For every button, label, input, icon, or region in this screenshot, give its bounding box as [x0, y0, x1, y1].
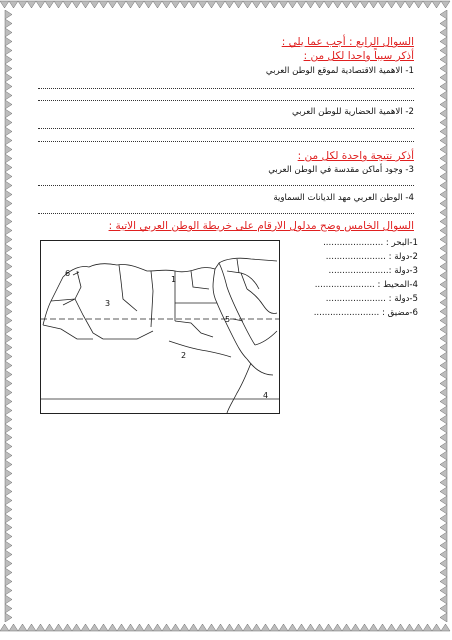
border-triangle [440, 478, 447, 487]
border-triangle [440, 145, 447, 154]
border-triangle [5, 334, 12, 343]
border-triangle [135, 624, 144, 631]
border-triangle [5, 262, 12, 271]
border-triangle [216, 1, 225, 8]
border-triangle [333, 1, 342, 8]
border-triangle [378, 624, 387, 631]
border-triangle [288, 1, 297, 8]
border-triangle [5, 361, 12, 370]
border-triangle [387, 624, 396, 631]
border-triangle [225, 1, 234, 8]
border-triangle [440, 109, 447, 118]
answer-line[interactable] [38, 212, 414, 214]
q5-item-2[interactable]: 2-دولة : ...................... [325, 252, 418, 262]
border-triangle [440, 118, 447, 127]
border-triangle [5, 109, 12, 118]
map-label-4: 4 [263, 391, 269, 400]
border-triangle [378, 1, 387, 8]
border-triangle [5, 244, 12, 253]
border-triangle [5, 532, 12, 541]
border-triangle [369, 1, 378, 8]
border-triangle [5, 118, 12, 127]
border-triangle [423, 1, 432, 8]
border-triangle [440, 595, 447, 604]
q4-subtitle-results: أذكر نتيجة واحدة لكل من : [297, 150, 414, 162]
q5-title: السوال الخامس وضح مدلول الارقام على خريطة الوطن العربي الاتية : [108, 220, 414, 232]
answer-line[interactable] [38, 99, 414, 101]
q5-item-4[interactable]: 4-المحيط : ...................... [314, 280, 418, 290]
border-triangle [396, 1, 405, 8]
border-triangle [243, 624, 252, 631]
border-triangle [5, 163, 12, 172]
border-triangle [440, 541, 447, 550]
border-triangle [306, 1, 315, 8]
border-triangle [432, 624, 441, 631]
border-triangle [324, 624, 333, 631]
q4-subtitle-reasons: أذكر سبباً واحدا لكل من : [303, 50, 414, 62]
border-triangle [440, 226, 447, 235]
border-triangle [72, 1, 81, 8]
border-triangle [440, 397, 447, 406]
arab-world-map [40, 240, 280, 414]
map-label-6: 6 [65, 269, 71, 278]
border-triangle [440, 172, 447, 181]
border-triangle [414, 1, 423, 8]
border-triangle [440, 307, 447, 316]
border-triangle [5, 136, 12, 145]
border-triangle [234, 1, 243, 8]
border-triangle [440, 289, 447, 298]
border-triangle [5, 514, 12, 523]
border-triangle [5, 388, 12, 397]
border-triangle [440, 406, 447, 415]
q5-item-6[interactable]: 6-مضيق : ........................ [313, 308, 418, 318]
border-triangle [261, 1, 270, 8]
border-triangle [198, 1, 207, 8]
border-triangle [440, 433, 447, 442]
border-triangle [5, 271, 12, 280]
border-triangle [108, 1, 117, 8]
border-triangle [440, 370, 447, 379]
border-triangle [5, 253, 12, 262]
border-triangle [297, 624, 306, 631]
border-triangle [27, 624, 36, 631]
border-triangle [440, 19, 447, 28]
border-triangle [243, 1, 252, 8]
border-triangle [5, 127, 12, 136]
border-triangle [261, 624, 270, 631]
map-label-3: 3 [105, 299, 111, 308]
map-label-2: 2 [181, 351, 187, 360]
border-triangle [306, 624, 315, 631]
border-triangle [5, 64, 12, 73]
border-triangle [440, 460, 447, 469]
border-triangle [5, 100, 12, 109]
border-triangle [5, 10, 12, 19]
border-triangle [440, 127, 447, 136]
border-triangle [5, 199, 12, 208]
answer-line[interactable] [38, 140, 414, 142]
answer-line[interactable] [38, 87, 414, 89]
border-triangle [5, 424, 12, 433]
border-triangle [405, 624, 414, 631]
border-triangle [180, 1, 189, 8]
border-triangle [5, 460, 12, 469]
border-triangle [405, 1, 414, 8]
border-triangle [198, 624, 207, 631]
border-triangle [5, 523, 12, 532]
border-triangle [108, 624, 117, 631]
border-triangle [81, 1, 90, 8]
border-triangle [440, 154, 447, 163]
border-triangle [5, 550, 12, 559]
border-triangle [5, 577, 12, 586]
border-triangle [135, 1, 144, 8]
border-triangle [440, 361, 447, 370]
border-triangle [440, 316, 447, 325]
border-triangle [440, 415, 447, 424]
border-triangle [99, 1, 108, 8]
border-triangle [288, 624, 297, 631]
border-triangle [440, 190, 447, 199]
border-triangle [5, 478, 12, 487]
border-triangle [5, 568, 12, 577]
border-triangle [440, 532, 447, 541]
border-triangle [126, 624, 135, 631]
border-triangle [297, 1, 306, 8]
answer-line[interactable] [38, 127, 414, 129]
border-triangle [5, 469, 12, 478]
border-triangle [440, 451, 447, 460]
border-triangle [396, 624, 405, 631]
border-triangle [440, 235, 447, 244]
border-triangle [333, 624, 342, 631]
border-triangle [440, 514, 447, 523]
border-triangle [440, 559, 447, 568]
border-triangle [5, 307, 12, 316]
border-triangle [440, 298, 447, 307]
answer-line[interactable] [38, 184, 414, 186]
border-triangle [440, 613, 447, 622]
border-triangle [189, 624, 198, 631]
border-triangle [440, 91, 447, 100]
border-triangle [0, 624, 9, 631]
border-triangle [440, 424, 447, 433]
decorative-border-left [4, 10, 14, 622]
border-triangle [5, 154, 12, 163]
border-triangle [440, 505, 447, 514]
border-triangle [54, 624, 63, 631]
border-triangle [5, 235, 12, 244]
border-triangle [387, 1, 396, 8]
border-triangle [432, 1, 441, 8]
border-triangle [440, 64, 447, 73]
border-triangle [360, 1, 369, 8]
border-triangle [270, 1, 279, 8]
border-triangle [440, 10, 447, 19]
border-triangle [5, 91, 12, 100]
border-triangle [440, 244, 447, 253]
border-triangle [36, 624, 45, 631]
border-triangle [5, 289, 12, 298]
border-triangle [153, 624, 162, 631]
border-triangle [440, 334, 447, 343]
decorative-border-right [438, 10, 448, 622]
border-triangle [5, 604, 12, 613]
q5-item-3[interactable]: 3-دولة :...................... [328, 266, 418, 276]
border-triangle [5, 487, 12, 496]
border-triangle [5, 397, 12, 406]
border-triangle [440, 280, 447, 289]
border-triangle [5, 442, 12, 451]
border-triangle [423, 624, 432, 631]
border-triangle [440, 181, 447, 190]
map-label-5: 5 [225, 315, 231, 324]
border-triangle [63, 624, 72, 631]
border-triangle [324, 1, 333, 8]
border-triangle [18, 1, 27, 8]
border-triangle [72, 624, 81, 631]
border-triangle [440, 469, 447, 478]
border-triangle [63, 1, 72, 8]
border-triangle [440, 100, 447, 109]
border-triangle [440, 55, 447, 64]
border-triangle [45, 1, 54, 8]
border-triangle [234, 624, 243, 631]
border-triangle [440, 271, 447, 280]
q5-item-1[interactable]: 1-البحر : ...................... [323, 238, 418, 248]
border-triangle [5, 73, 12, 82]
q5-item-5[interactable]: 5-دولة : ...................... [325, 294, 418, 304]
border-triangle [18, 624, 27, 631]
border-triangle [5, 19, 12, 28]
border-triangle [144, 1, 153, 8]
border-triangle [5, 82, 12, 91]
border-triangle [5, 28, 12, 37]
border-triangle [5, 370, 12, 379]
border-triangle [252, 1, 261, 8]
border-triangle [252, 624, 261, 631]
border-triangle [440, 496, 447, 505]
border-triangle [5, 145, 12, 154]
border-triangle [440, 442, 447, 451]
border-triangle [5, 217, 12, 226]
decorative-border-bottom [0, 622, 452, 632]
border-triangle [45, 624, 54, 631]
border-triangle [153, 1, 162, 8]
border-triangle [440, 343, 447, 352]
border-triangle [27, 1, 36, 8]
border-triangle [5, 172, 12, 181]
border-triangle [315, 1, 324, 8]
border-triangle [440, 199, 447, 208]
border-triangle [180, 624, 189, 631]
border-triangle [315, 624, 324, 631]
border-triangle [5, 226, 12, 235]
border-triangle [5, 208, 12, 217]
border-triangle [440, 37, 447, 46]
border-triangle [0, 1, 9, 8]
border-triangle [5, 37, 12, 46]
border-triangle [440, 388, 447, 397]
border-triangle [440, 523, 447, 532]
border-triangle [5, 586, 12, 595]
border-triangle [5, 352, 12, 361]
border-triangle [342, 624, 351, 631]
border-triangle [351, 1, 360, 8]
border-triangle [440, 352, 447, 361]
border-triangle [440, 28, 447, 37]
border-triangle [117, 624, 126, 631]
border-triangle [81, 624, 90, 631]
border-triangle [440, 82, 447, 91]
border-triangle [440, 208, 447, 217]
border-triangle [162, 1, 171, 8]
border-triangle [5, 379, 12, 388]
border-triangle [440, 487, 447, 496]
border-triangle [216, 624, 225, 631]
q4-title: السوال الرابع : أجب عما يلي : [281, 36, 414, 48]
q4-item-4: 4- الوطن العربي مهد الديانات السماوية [273, 193, 414, 203]
border-triangle [90, 624, 99, 631]
border-triangle [369, 624, 378, 631]
map-outline [41, 241, 279, 413]
border-triangle [90, 1, 99, 8]
border-triangle [351, 624, 360, 631]
border-triangle [9, 1, 18, 8]
border-triangle [207, 1, 216, 8]
border-triangle [440, 217, 447, 226]
border-triangle [440, 262, 447, 271]
border-triangle [5, 406, 12, 415]
border-triangle [36, 1, 45, 8]
border-triangle [207, 624, 216, 631]
border-triangle [440, 46, 447, 55]
q4-item-3: 3- وجود أماكن مقدسة في الوطن العربي [268, 165, 414, 175]
border-triangle [9, 624, 18, 631]
border-triangle [5, 55, 12, 64]
border-triangle [5, 595, 12, 604]
border-triangle [144, 624, 153, 631]
border-triangle [225, 624, 234, 631]
border-triangle [5, 541, 12, 550]
border-triangle [440, 568, 447, 577]
border-triangle [440, 604, 447, 613]
border-triangle [171, 624, 180, 631]
q4-item-1: 1- الاهمية الاقتصادية لموقع الوطن العربي [265, 66, 414, 76]
border-triangle [5, 343, 12, 352]
border-triangle [171, 1, 180, 8]
border-triangle [440, 577, 447, 586]
border-triangle [279, 624, 288, 631]
border-triangle [54, 1, 63, 8]
border-triangle [5, 316, 12, 325]
border-triangle [162, 624, 171, 631]
border-triangle [5, 505, 12, 514]
border-triangle [5, 298, 12, 307]
map-label-1: 1 [171, 275, 177, 284]
border-triangle [441, 624, 450, 631]
decorative-border-top [0, 0, 452, 10]
border-triangle [440, 136, 447, 145]
border-triangle [99, 624, 108, 631]
border-triangle [126, 1, 135, 8]
border-triangle [5, 190, 12, 199]
border-triangle [5, 559, 12, 568]
border-triangle [189, 1, 198, 8]
border-triangle [440, 253, 447, 262]
border-triangle [5, 280, 12, 289]
border-triangle [5, 181, 12, 190]
border-triangle [342, 1, 351, 8]
border-triangle [279, 1, 288, 8]
border-triangle [440, 325, 447, 334]
border-triangle [440, 550, 447, 559]
border-triangle [5, 433, 12, 442]
border-triangle [270, 624, 279, 631]
border-triangle [5, 46, 12, 55]
border-triangle [360, 624, 369, 631]
border-triangle [414, 624, 423, 631]
q5-answer-list [296, 236, 418, 320]
border-triangle [441, 1, 450, 8]
border-triangle [5, 325, 12, 334]
border-triangle [117, 1, 126, 8]
border-triangle [440, 586, 447, 595]
border-triangle [5, 451, 12, 460]
border-triangle [440, 163, 447, 172]
border-triangle [5, 613, 12, 622]
border-triangle [5, 496, 12, 505]
q4-item-2: 2- الاهمية الحضارية للوطن العربي [292, 107, 414, 117]
border-triangle [5, 415, 12, 424]
border-triangle [440, 379, 447, 388]
border-triangle [440, 73, 447, 82]
